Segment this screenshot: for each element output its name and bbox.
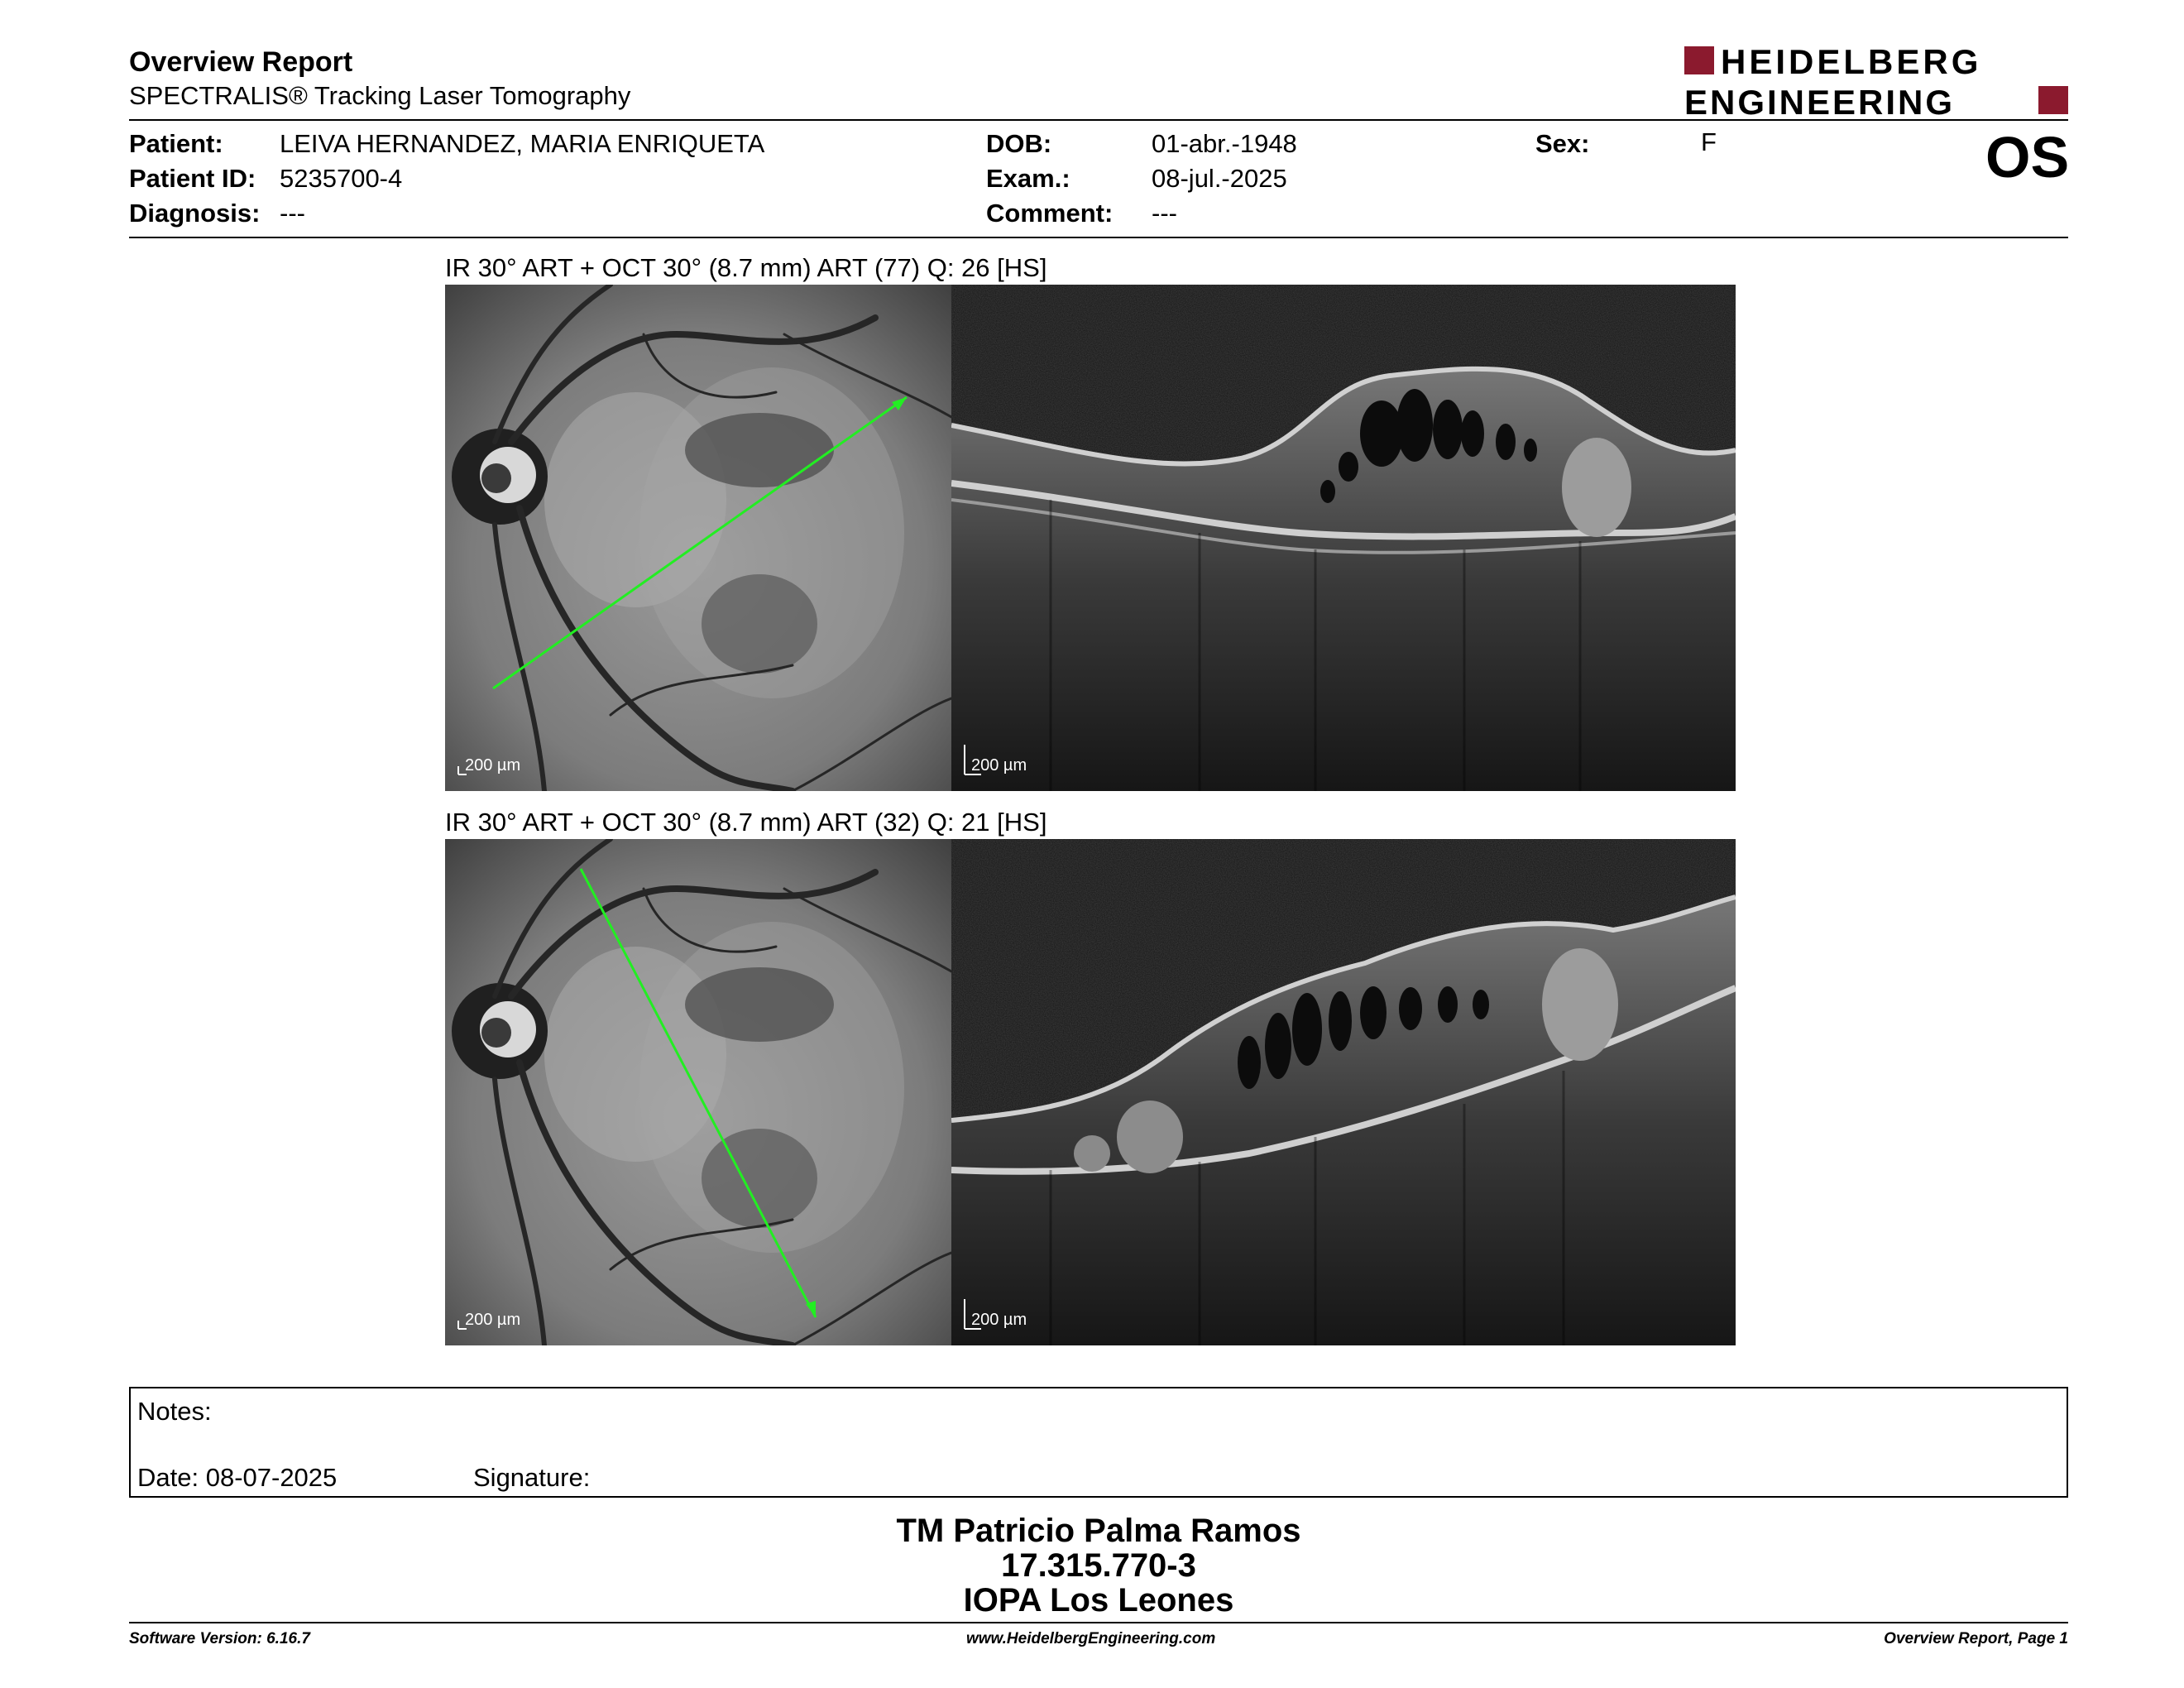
diagnosis-label: Diagnosis: — [129, 199, 261, 228]
signer-institution: IOPA Los Leones — [963, 1582, 1234, 1618]
comment-value: --- — [1152, 199, 1177, 228]
notes-box — [129, 1387, 2068, 1498]
info-divider — [129, 237, 2068, 238]
heidelberg-logo — [1684, 43, 2068, 119]
oct-scale-label-1: 200 µm — [971, 756, 1027, 774]
signer-id: 17.315.770-3 — [1001, 1547, 1196, 1584]
page-number: Overview Report, Page 1 — [1884, 1630, 2068, 1647]
sex-label: Sex: — [1535, 129, 1590, 158]
eye-indicator: OS — [1985, 125, 2070, 189]
oct-bscan-image-1 — [951, 285, 1736, 791]
logo-line1: HEIDELBERG — [1721, 43, 1982, 81]
patient-id-label: Patient ID: — [129, 164, 256, 193]
ir-scale-label-2: 200 µm — [465, 1311, 521, 1329]
website-link[interactable]: www.HeidelbergEngineering.com — [966, 1630, 1216, 1647]
scan-caption-1: IR 30° ART + OCT 30° (8.7 mm) ART (77) Q: 26 [HS] — [445, 253, 1047, 282]
diagnosis-value: --- — [280, 199, 305, 228]
oct-bscan-image-2 — [951, 839, 1736, 1345]
header-divider — [129, 119, 2068, 121]
exam-label: Exam.: — [986, 164, 1070, 193]
footer-divider — [129, 1622, 2068, 1623]
comment-label: Comment: — [986, 199, 1114, 228]
signature-label: Signature: — [473, 1463, 591, 1492]
patient-name: LEIVA HERNANDEZ, MARIA ENRIQUETA — [280, 129, 765, 158]
exam-date: 08-jul.-2025 — [1152, 164, 1287, 193]
date-label: Date: 08-07-2025 — [137, 1463, 338, 1492]
software-version: Software Version: 6.16.7 — [129, 1630, 310, 1647]
ir-fundus-image-2 — [445, 839, 951, 1345]
scan-caption-2: IR 30° ART + OCT 30° (8.7 mm) ART (32) Q: 21 [HS] — [445, 808, 1047, 837]
ir-fundus-image-1 — [445, 285, 951, 791]
oct-scale-label-2: 200 µm — [971, 1311, 1027, 1329]
dob-value: 01-abr.-1948 — [1152, 129, 1297, 158]
logo-line2: ENGINEERING — [1684, 83, 1956, 119]
dob-label: DOB: — [986, 129, 1052, 158]
ir-scale-label-1: 200 µm — [465, 756, 521, 774]
patient-label: Patient: — [129, 129, 223, 158]
signer-name: TM Patricio Palma Ramos — [896, 1513, 1301, 1549]
report-title: Overview Report — [129, 46, 353, 78]
report-subtitle: SPECTRALIS® Tracking Laser Tomography — [129, 81, 631, 110]
sex-value: F — [1701, 127, 1717, 156]
notes-label: Notes: — [137, 1397, 212, 1426]
patient-id: 5235700-4 — [280, 164, 403, 193]
